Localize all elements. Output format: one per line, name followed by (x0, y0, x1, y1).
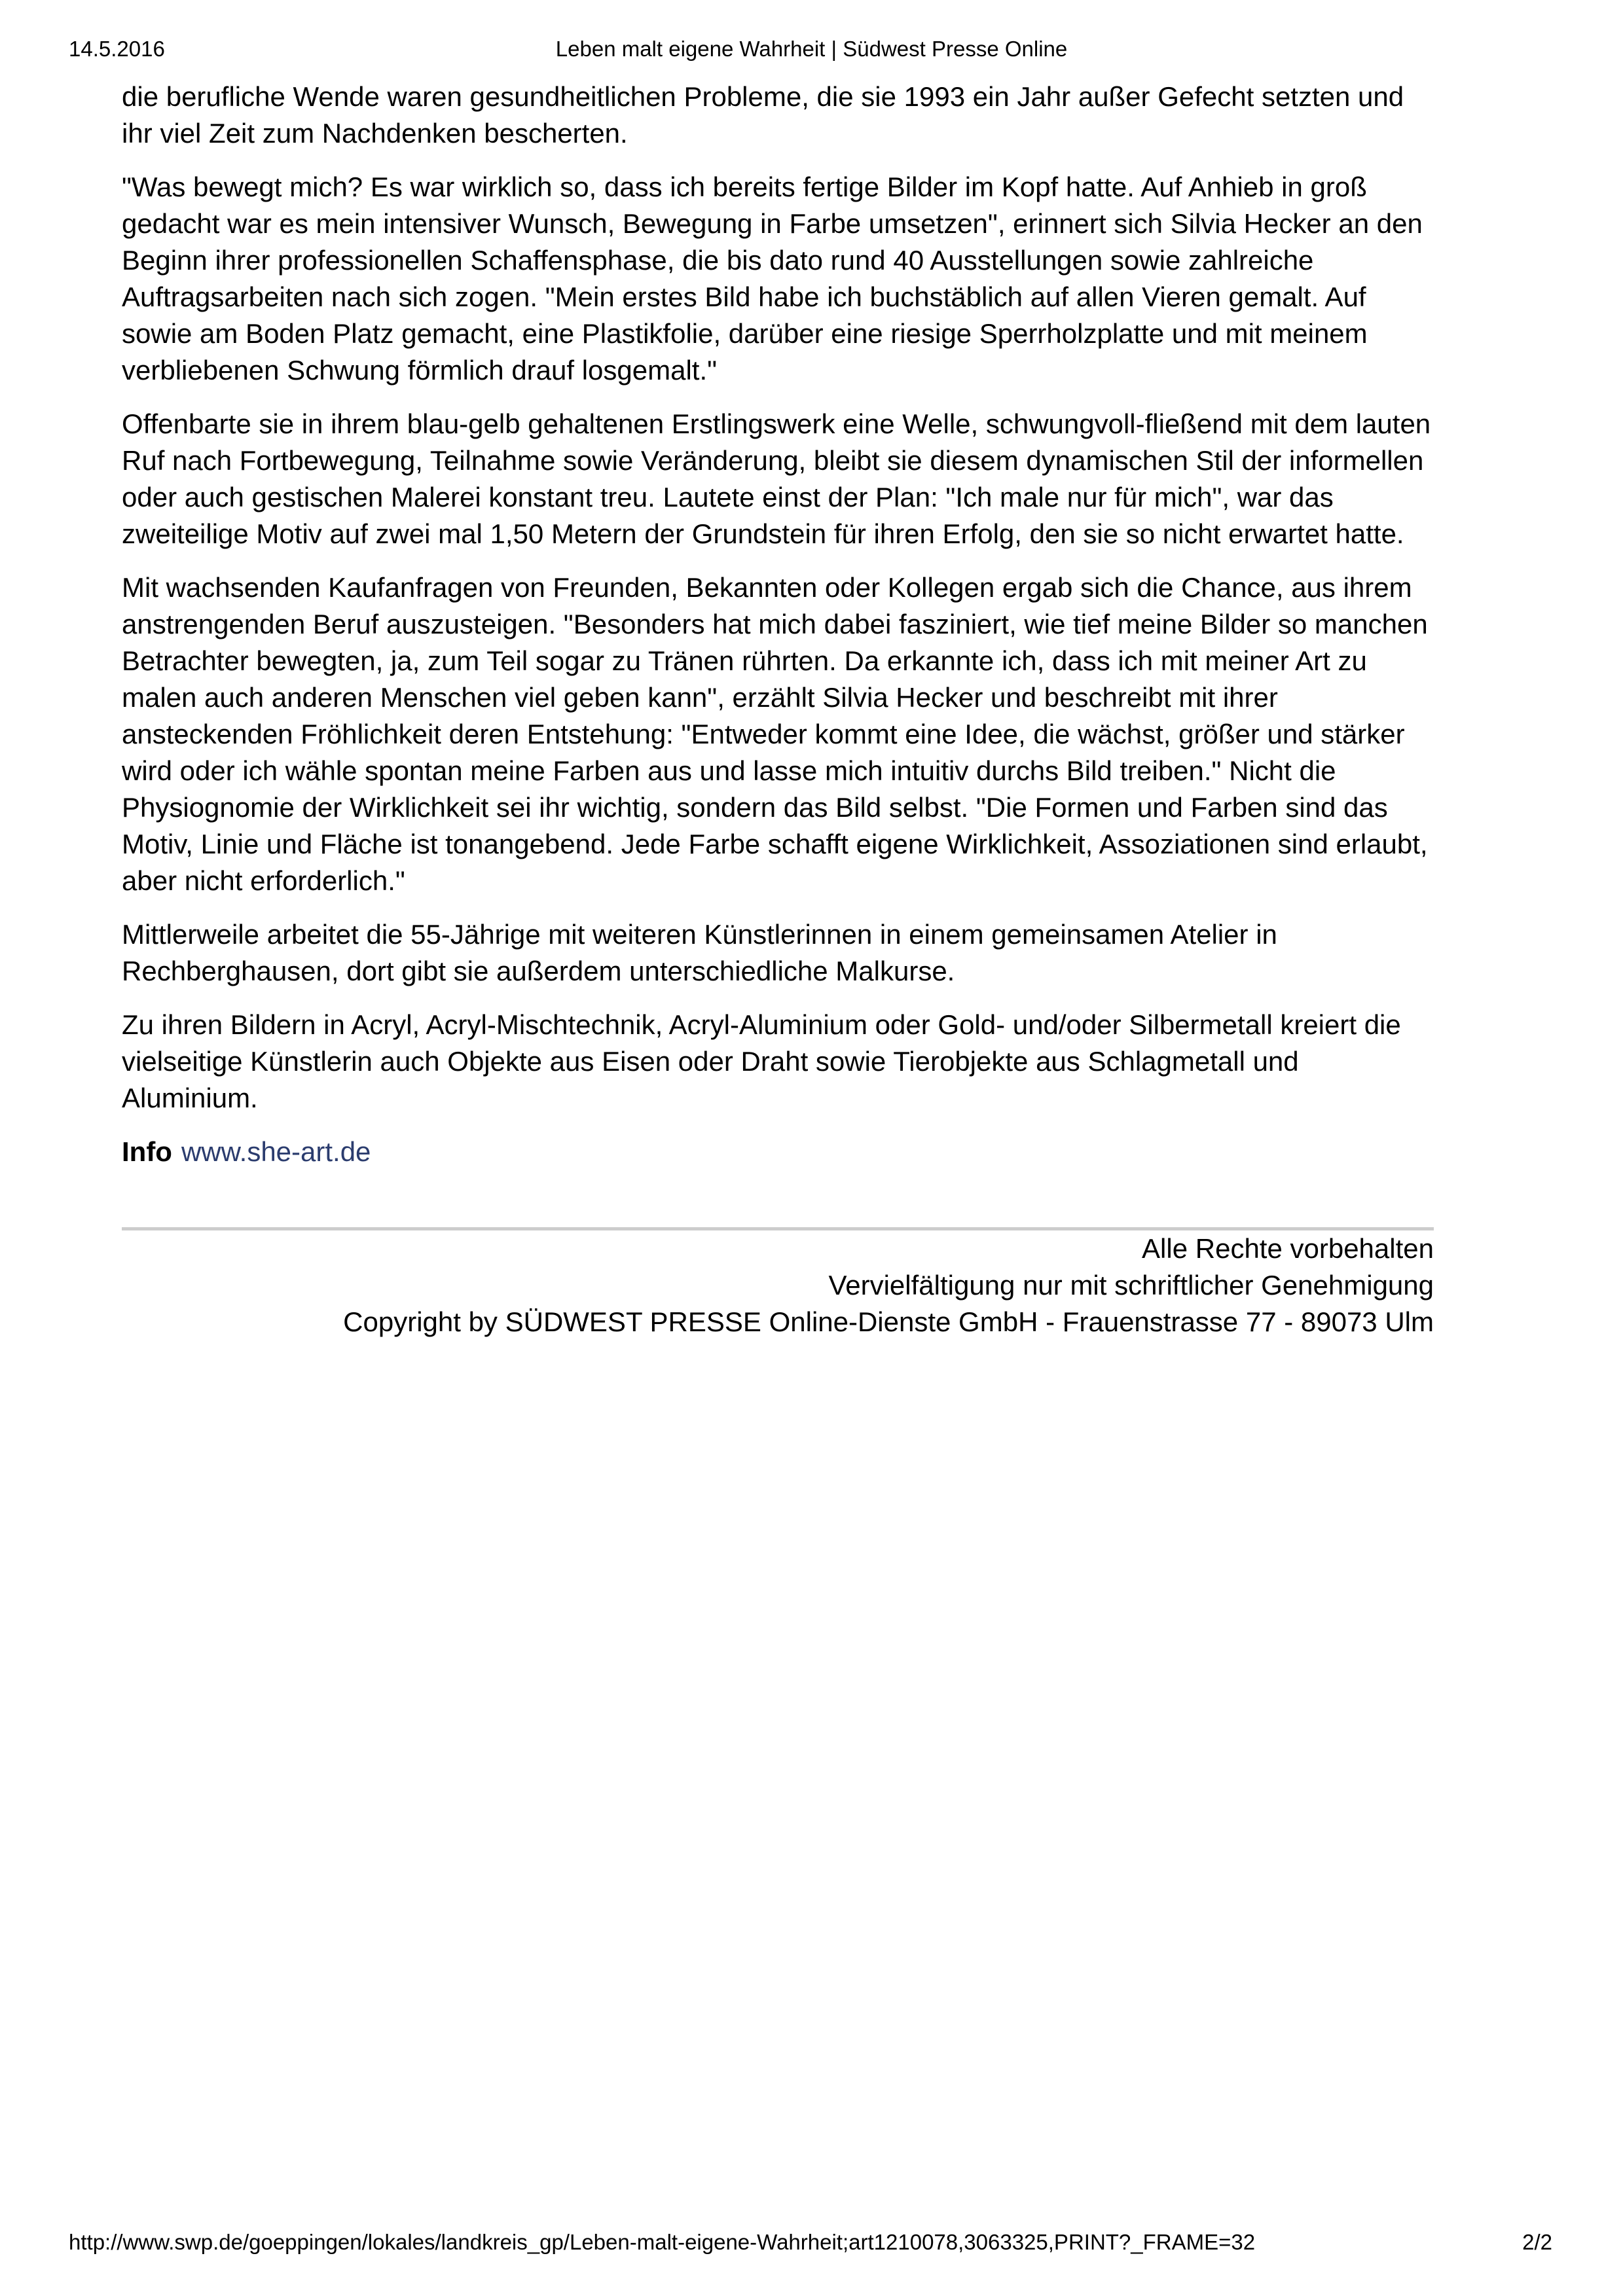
info-label: Info (122, 1136, 172, 1167)
article-paragraph: die berufliche Wende waren gesundheitlichen Probleme, die sie 1993 ein Jahr außer Gefecht setzten und ihr viel Zeit zum Nachdenken bescherten. (122, 81, 1404, 149)
copyright-line: Alle Rechte vorbehalten (1142, 1233, 1434, 1264)
info-link[interactable]: www.she-art.de (181, 1136, 371, 1167)
article-paragraph: Mit wachsenden Kaufanfragen von Freunden, Bekannten oder Kollegen ergab sich die Chance, aus ihrem anstrengenden Beruf auszusteigen. "Besonders hat mich dabei fasziniert, wie tief meine Bilder so manchen Betrachter bewegten, ja, zum Teil sogar zu Tränen rührten. Da erkannte ich, dass ich mit meiner Art zu malen auch anderen Menschen viel geben kann", erzählt Silvia Hecker und beschreibt mit ihrer ansteckenden Fröhlichkeit deren Entstehung: "Entweder kommt eine Idee, die wächst, größer und stärker wird oder ich wähle spontan meine Farben aus und lasse mich intuitiv durchs Bild treiben." Nicht die Physiognomie der Wirklichkeit sei ihr wichtig, sondern das Bild selbst. "Die Formen und Farben sind das Motiv, Linie und Fläche ist tonangebend. Jede Farbe schafft eigene Wirklichkeit, Assoziationen sind erlaubt, aber nicht erforderlich." (122, 572, 1428, 896)
article-paragraph: Mittlerweile arbeitet die 55-Jährige mit weiteren Künstlerinnen in einem gemeinsamen Atelier in Rechberghausen, dort gibt sie außerdem unterschiedliche Malkurse. (122, 919, 1277, 986)
copyright-line: Copyright by SÜDWEST PRESSE Online-Dienste GmbH - Frauenstrasse 77 - 89073 Ulm (343, 1306, 1434, 1337)
print-footer (69, 2229, 1552, 2255)
page-title: Leben malt eigene Wahrheit | Südwest Presse Online (555, 37, 1068, 61)
print-header (69, 36, 1554, 62)
copyright-block (122, 1230, 1434, 1340)
info-row (122, 1134, 1434, 1170)
footer-url: http://www.swp.de/goeppingen/lokales/landkreis_gp/Leben-malt-eigene-Wahrheit;art1210078,3063325,PRINT?_FRAME=32 (69, 2230, 1256, 2254)
page-number: 2/2 (1522, 2230, 1552, 2254)
article-paragraph: "Was bewegt mich? Es war wirklich so, dass ich bereits fertige Bilder im Kopf hatte. Auf Anhieb in groß gedacht war es mein intensiver Wunsch, Bewegung in Farbe umsetzen", erinnert sich Silvia Hecker an den Beginn ihrer professionellen Schaffensphase, die bis dato rund 40 Ausstellungen sowie zahlreiche Auftragsarbeiten nach sich zogen. "Mein erstes Bild habe ich buchstäblich auf allen Vieren gemalt. Auf sowie am Boden Platz gemacht, eine Plastikfolie, darüber eine riesige Sperrholzplatte und mit meinem verbliebenen Schwung förmlich drauf losgemalt." (122, 171, 1423, 386)
article-body (122, 79, 1434, 1340)
print-date: 14.5.2016 (69, 37, 165, 61)
copyright-line: Vervielfältigung nur mit schriftlicher Genehmigung (828, 1270, 1434, 1300)
article-paragraph: Zu ihren Bildern in Acryl, Acryl-Mischtechnik, Acryl-Aluminium oder Gold- und/oder Silbermetall kreiert die vielseitige Künstlerin auch Objekte aus Eisen oder Draht sowie Tierobjekte aus Schlagmetall und Aluminium. (122, 1009, 1401, 1113)
article-paragraph: Offenbarte sie in ihrem blau-gelb gehaltenen Erstlingswerk eine Welle, schwungvoll-fließend mit dem lauten Ruf nach Fortbewegung, Teilnahme sowie Veränderung, bleibt sie diesem dynamischen Stil der informellen oder auch gestischen Malerei konstant treu. Lautete einst der Plan: "Ich male nur für mich", war das zweiteilige Motiv auf zwei mal 1,50 Metern der Grundstein für ihren Erfolg, den sie so nicht erwartet hatte. (122, 408, 1431, 549)
